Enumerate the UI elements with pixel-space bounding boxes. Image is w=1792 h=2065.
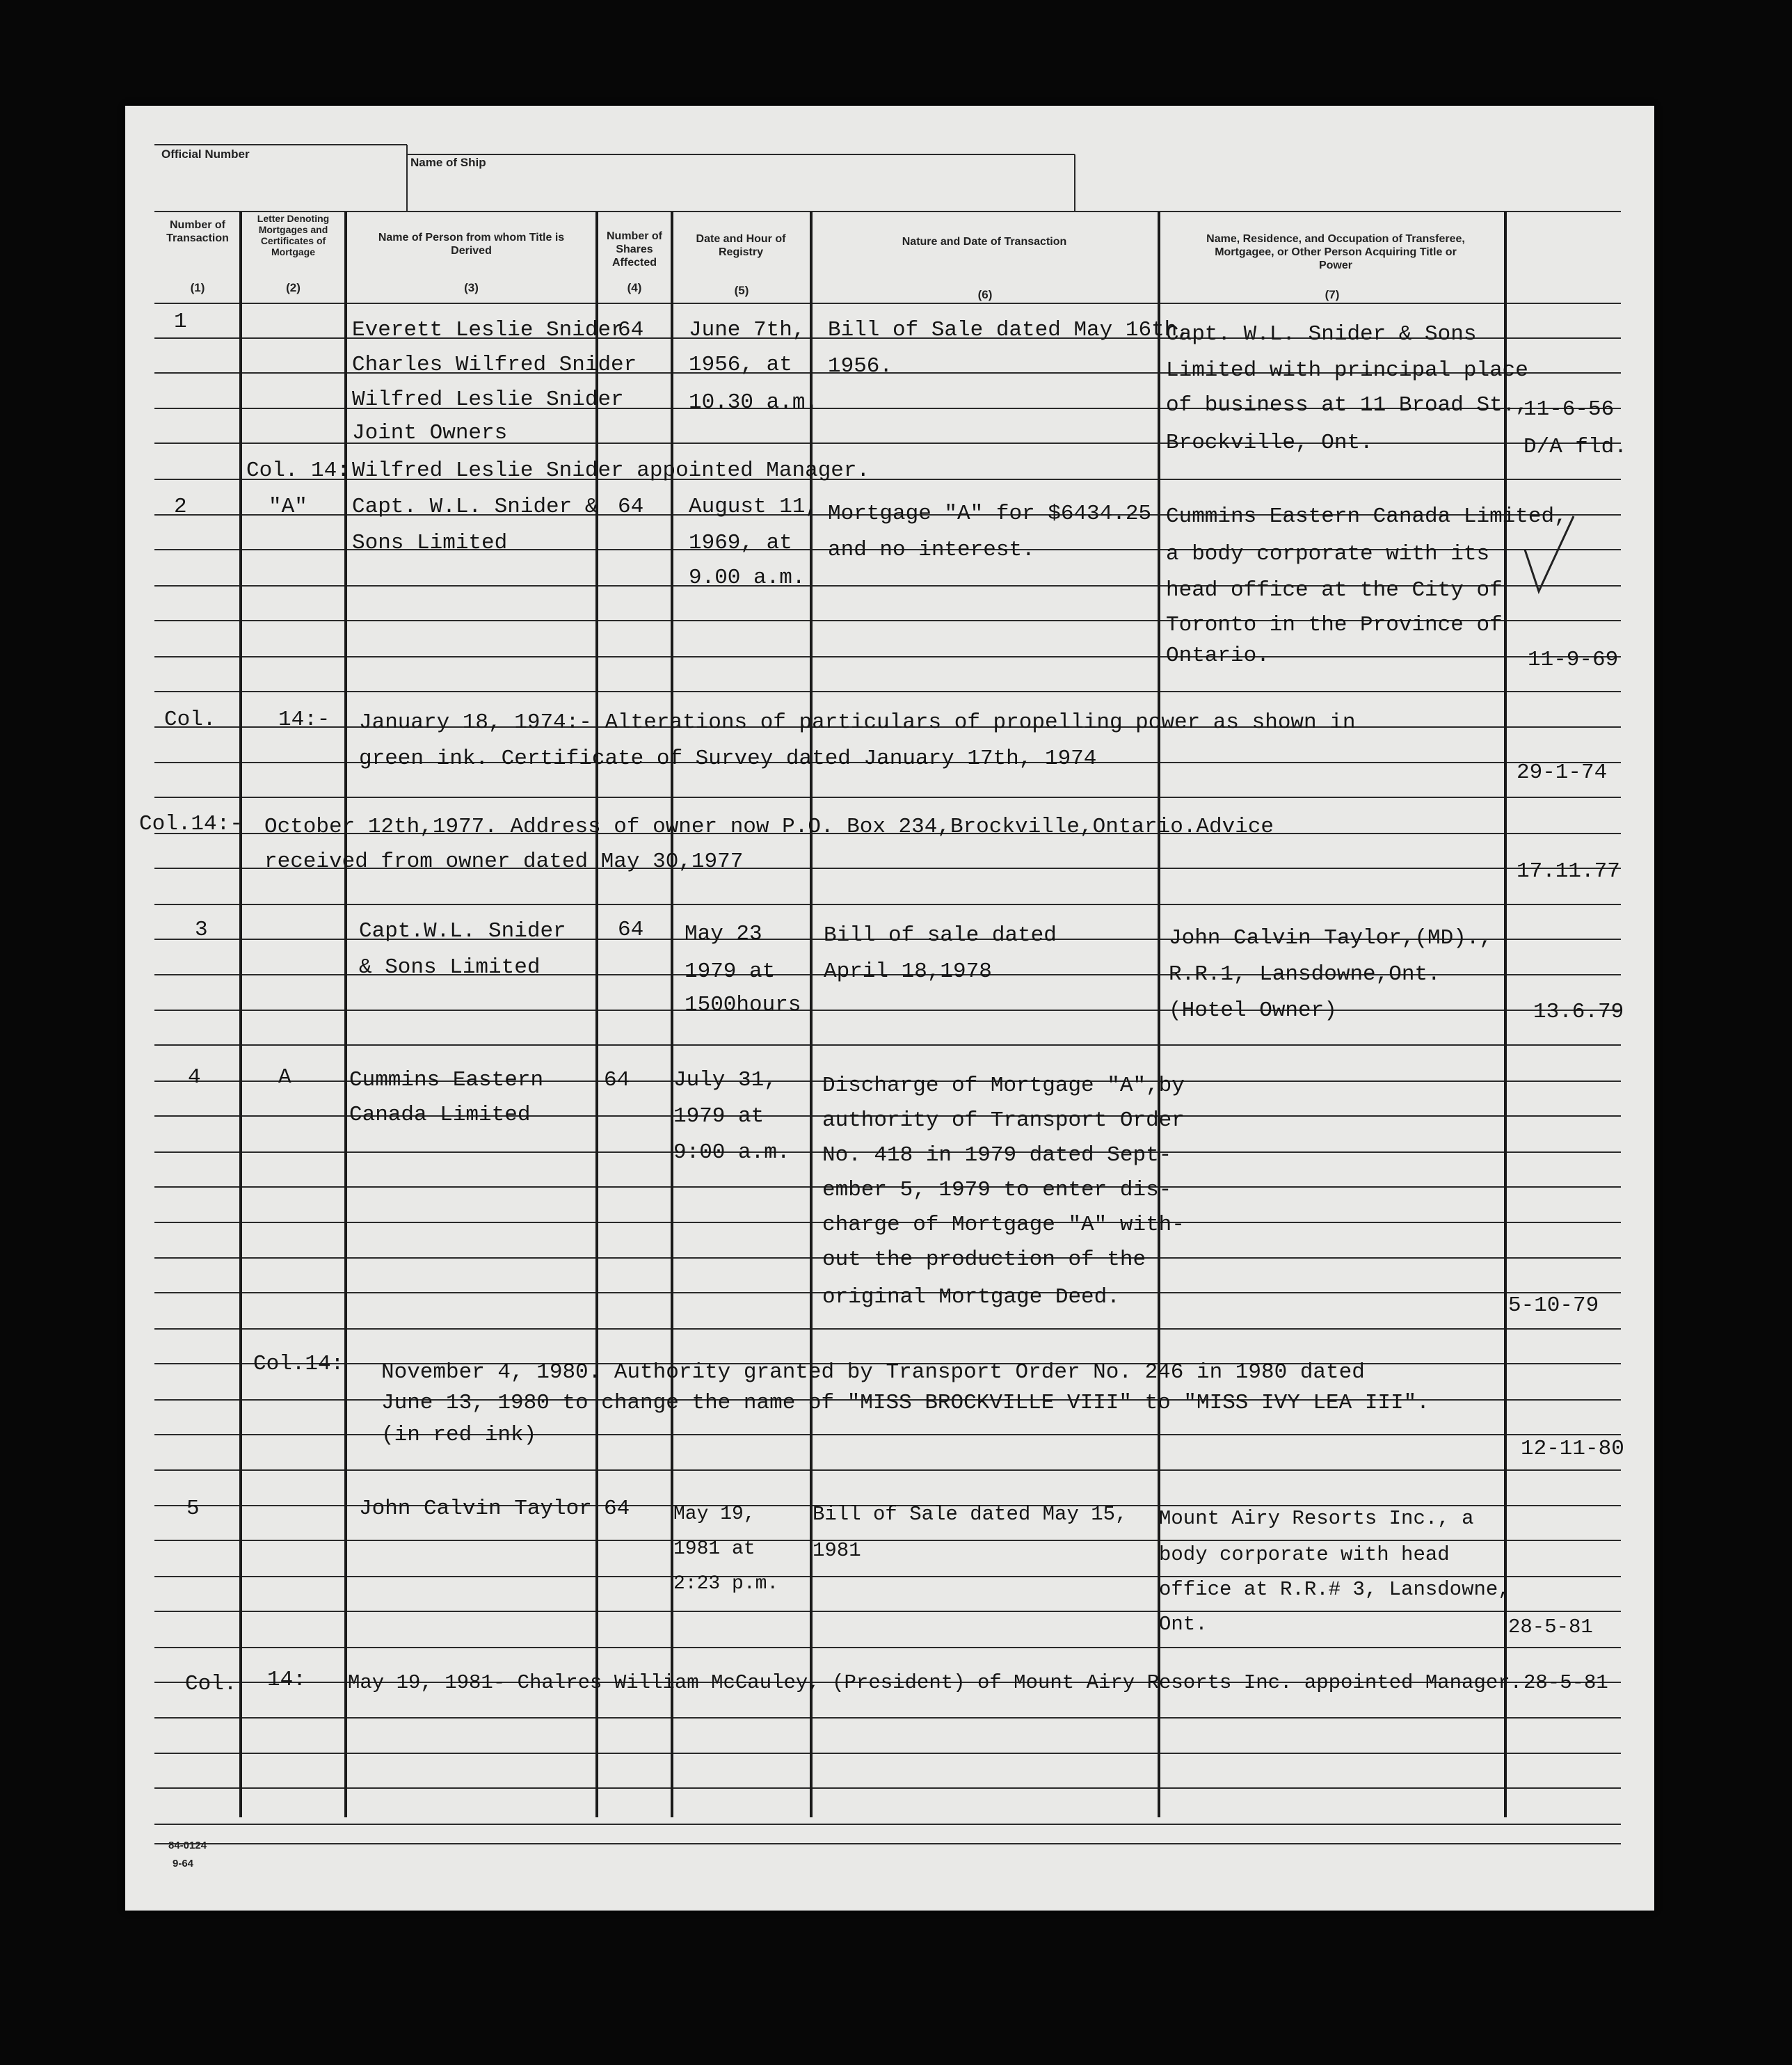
shares-value: 64 bbox=[618, 318, 644, 342]
col-num-2: (2) bbox=[286, 281, 301, 294]
transferee-line: Toronto in the Province of bbox=[1166, 613, 1503, 637]
margin-date: 5-10-79 bbox=[1508, 1293, 1599, 1318]
col14-label: 14: bbox=[267, 1668, 306, 1692]
col-num-1: (1) bbox=[190, 281, 205, 294]
col-num-6: (6) bbox=[977, 288, 993, 301]
transferee-line: head office at the City of bbox=[1166, 578, 1503, 603]
col14-text: October 12th,1977. Address of owner now P.O. Box 234,Brockville,Ontario.Advice bbox=[264, 815, 1274, 839]
person-line: Charles Wilfred Snider bbox=[352, 353, 637, 377]
person-line: & Sons Limited bbox=[359, 955, 541, 980]
col14-text: Wilfred Leslie Snider appointed Manager. bbox=[352, 459, 870, 483]
shares-value: 64 bbox=[604, 1068, 630, 1092]
person-line: Capt.W.L. Snider bbox=[359, 919, 566, 943]
transferee-line: of business at 11 Broad St., bbox=[1166, 393, 1528, 417]
col-num-5: (5) bbox=[734, 284, 749, 297]
registry-line: 2:23 p.m. bbox=[673, 1573, 779, 1595]
col-num-4: (4) bbox=[627, 281, 642, 294]
margin-date: 12-11-80 bbox=[1521, 1437, 1624, 1461]
registry-line: 9:00 a.m. bbox=[673, 1140, 790, 1165]
col14-text: received from owner dated May 30,1977 bbox=[264, 850, 744, 874]
transferee-line: John Calvin Taylor,(MD)., bbox=[1169, 926, 1493, 950]
col14-text: January 18, 1974:- Alterations of particulars of propelling power as shown in bbox=[359, 710, 1356, 735]
header-col-2: Letter Denoting Mortgages and Certificates of Mortgage bbox=[257, 213, 330, 257]
col14-label: Col.14:- bbox=[139, 812, 243, 836]
form-date: 9-64 bbox=[173, 1858, 194, 1869]
header-col-5: Date and Hour of Registry bbox=[696, 233, 786, 258]
col14-label: 14:- bbox=[278, 708, 330, 732]
transferee-line: (Hotel Owner) bbox=[1169, 998, 1337, 1023]
margin-date: 13.6.79 bbox=[1533, 1000, 1624, 1024]
header-col-6: Nature and Date of Transaction bbox=[902, 236, 1067, 248]
col14-text: November 4, 1980. Authority granted by Transport Order No. 246 in 1980 dated bbox=[381, 1360, 1365, 1385]
person-line: Canada Limited bbox=[349, 1103, 531, 1127]
registry-line: June 7th, bbox=[689, 318, 806, 342]
transferee-line: a body corporate with its bbox=[1166, 542, 1490, 566]
header-col-4: Number of Shares Affected bbox=[607, 230, 662, 269]
official-number-label: Official Number bbox=[161, 148, 250, 161]
nature-line: ember 5, 1979 to enter dis- bbox=[822, 1178, 1172, 1202]
transaction-number: 2 bbox=[174, 495, 187, 519]
transaction-number: 3 bbox=[195, 918, 208, 942]
nature-line: authority of Transport Order bbox=[822, 1108, 1185, 1133]
nature-line: Discharge of Mortgage "A",by bbox=[822, 1074, 1185, 1098]
form-code: 84-0124 bbox=[168, 1840, 207, 1851]
header-col-7: Name, Residence, and Occupation of Transferee, Mortgagee, or Other Person Acquiring Title or Power bbox=[1206, 233, 1465, 271]
col-num-3: (3) bbox=[464, 281, 479, 294]
col14-label: Col. bbox=[164, 708, 216, 732]
nature-line: and no interest. bbox=[828, 538, 1035, 562]
transferee-line: Capt. W.L. Snider & Sons bbox=[1166, 322, 1477, 346]
header-col-3: Name of Person from whom Title is Derived bbox=[378, 232, 565, 257]
person-line: Joint Owners bbox=[352, 421, 508, 445]
nature-line: original Mortgage Deed. bbox=[822, 1285, 1120, 1309]
shares-value: 64 bbox=[618, 495, 644, 519]
person-line: Capt. W.L. Snider & bbox=[352, 495, 598, 519]
transferee-line: Brockville, Ont. bbox=[1166, 431, 1373, 455]
registry-line: 10.30 a.m. bbox=[689, 390, 819, 415]
name-of-ship-label: Name of Ship bbox=[410, 156, 486, 169]
margin-date: 28-5-81 bbox=[1523, 1671, 1608, 1694]
transferee-line: R.R.1, Lansdowne,Ont. bbox=[1169, 962, 1441, 987]
margin-date: 28-5-81 bbox=[1508, 1616, 1593, 1639]
person-line: Everett Leslie Snider bbox=[352, 318, 624, 342]
nature-line: Bill of sale dated bbox=[824, 923, 1057, 948]
transferee-line: Mount Airy Resorts Inc., a bbox=[1159, 1507, 1474, 1530]
registry-line: 1981 at bbox=[673, 1538, 755, 1560]
transferee-line: Ont. bbox=[1159, 1613, 1208, 1636]
col14-text: (in red ink) bbox=[381, 1423, 537, 1447]
col14-text: June 13, 1980 to change the name of "MISS BROCKVILLE VIII" to "MISS IVY LEA III". bbox=[381, 1391, 1430, 1415]
registry-line: 1979 at bbox=[673, 1104, 765, 1129]
col14-label: Col.14: bbox=[253, 1352, 344, 1376]
col-num-7: (7) bbox=[1325, 288, 1340, 301]
nature-line: 1956. bbox=[828, 354, 893, 378]
shares-value: 64 bbox=[604, 1497, 630, 1521]
mortgage-letter: "A" bbox=[269, 495, 307, 519]
margin-date: 17.11.77 bbox=[1517, 859, 1620, 884]
margin-date: 11-9-69 bbox=[1528, 648, 1619, 672]
registry-line: 9.00 a.m. bbox=[689, 566, 806, 590]
col14-label: Col. bbox=[185, 1672, 237, 1696]
transaction-number: 1 bbox=[174, 310, 187, 334]
col14-label: Col. 14: bbox=[246, 459, 350, 483]
mortgage-letter: A bbox=[278, 1065, 291, 1090]
person-line: Sons Limited bbox=[352, 531, 508, 555]
margin-date: 29-1-74 bbox=[1517, 760, 1608, 785]
person-line: John Calvin Taylor bbox=[359, 1497, 592, 1521]
nature-line: Bill of Sale dated May 15, bbox=[813, 1503, 1128, 1526]
nature-line: Bill of Sale dated May 16th, bbox=[828, 318, 1190, 342]
transaction-number: 4 bbox=[188, 1065, 201, 1090]
nature-line: out the production of the bbox=[822, 1247, 1146, 1272]
margin-date: 11-6-56 bbox=[1523, 397, 1615, 422]
col14-text: green ink. Certificate of Survey dated January 17th, 1974 bbox=[359, 747, 1097, 771]
transferee-line: office at R.R.# 3, Lansdowne, bbox=[1159, 1578, 1510, 1601]
registry-line: 1956, at bbox=[689, 353, 792, 377]
person-line: Wilfred Leslie Snider bbox=[352, 388, 624, 412]
nature-line: 1981 bbox=[813, 1539, 861, 1562]
transferee-line: body corporate with head bbox=[1159, 1543, 1450, 1566]
registry-line: May 19, bbox=[673, 1504, 755, 1525]
col14-text: May 19, 1981- Chalres William McCauley, (President) of Mount Airy Resorts Inc. appointed Manager. bbox=[348, 1671, 1523, 1694]
registry-line: August 11, bbox=[689, 495, 819, 519]
shares-value: 64 bbox=[618, 918, 644, 942]
nature-line: Mortgage "A" for $6434.25 bbox=[828, 502, 1152, 526]
transferee-line: Limited with principal place bbox=[1166, 358, 1528, 383]
registry-line: 1979 at bbox=[685, 959, 776, 984]
margin-note: D/A fld. bbox=[1523, 435, 1627, 459]
person-line: Cummins Eastern bbox=[349, 1068, 544, 1092]
nature-line: charge of Mortgage "A" with- bbox=[822, 1213, 1185, 1237]
registry-line: July 31, bbox=[673, 1068, 777, 1092]
transferee-line: Ontario. bbox=[1166, 644, 1270, 668]
transaction-number: 5 bbox=[186, 1497, 200, 1521]
header-col-1: Number of Transaction bbox=[166, 219, 229, 244]
registry-line: 1500hours bbox=[685, 993, 801, 1017]
registry-line: 1969, at bbox=[689, 531, 792, 555]
nature-line: No. 418 in 1979 dated Sept- bbox=[822, 1143, 1172, 1167]
transferee-line: Cummins Eastern Canada Limited, bbox=[1166, 504, 1567, 529]
registry-line: May 23 bbox=[685, 922, 762, 946]
nature-line: April 18,1978 bbox=[824, 959, 992, 984]
